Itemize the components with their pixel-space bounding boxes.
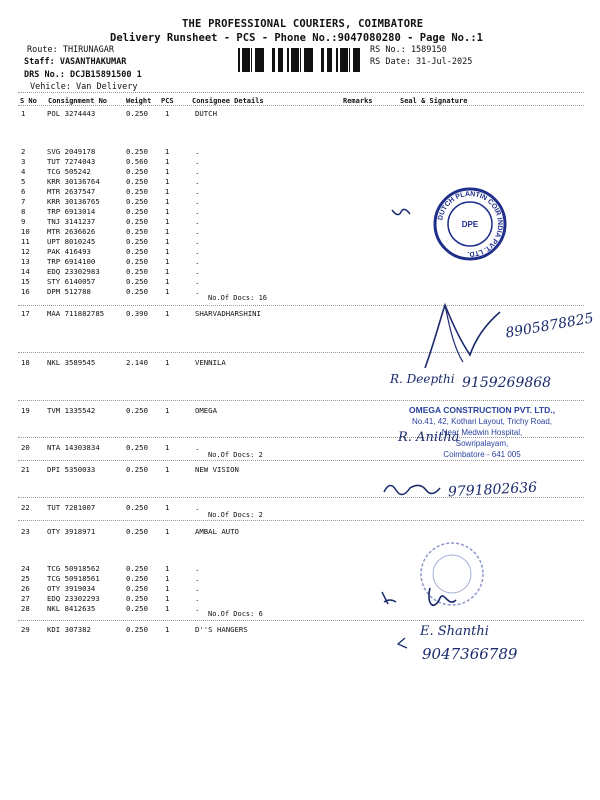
divider (18, 92, 584, 93)
row-sno: 20 (21, 443, 30, 452)
row-weight: 0.250 (126, 465, 148, 474)
seal-icon (432, 186, 508, 262)
row-sno: 27 (21, 594, 30, 603)
row-pcs: 1 (165, 109, 170, 118)
row-pcs: 1 (165, 443, 170, 452)
row-weight: 0.250 (126, 625, 148, 634)
row-consignee: DUTCH (195, 109, 217, 118)
row-weight: 0.250 (126, 187, 148, 196)
row-sno: 10 (21, 227, 30, 236)
row-sno: 9 (21, 217, 26, 226)
row-weight: 0.250 (126, 167, 148, 176)
row-pcs: 1 (165, 584, 170, 593)
row-consignee: . (195, 187, 200, 196)
rs-number: RS No.: 1589150 (370, 45, 447, 55)
row-consignee: . (195, 604, 200, 613)
row-sno: 6 (21, 187, 26, 196)
row-sno: 8 (21, 207, 26, 216)
row-consignment: KDI 307382 (47, 625, 91, 634)
col-weight: Weight (126, 97, 152, 105)
row-consignee: OMEGA (195, 406, 217, 415)
route-label: Route: THIRUNAGAR (27, 45, 114, 55)
row-pcs: 1 (165, 309, 170, 318)
row-consignment: MAA 711882785 (47, 309, 105, 318)
row-consignee: . (195, 157, 200, 166)
row-consignment: POL 3274443 (47, 109, 96, 118)
row-consignee: . (195, 594, 200, 603)
row-consignment: NTA 14303834 (47, 443, 100, 452)
row-weight: 0.250 (126, 147, 148, 156)
divider (18, 520, 584, 521)
row-consignee: . (195, 197, 200, 206)
row-pcs: 1 (165, 237, 170, 246)
row-pcs: 1 (165, 267, 170, 276)
row-consignment: EDQ 23302293 (47, 594, 100, 603)
row-weight: 0.250 (126, 267, 148, 276)
row-consignment: TCG 50918561 (47, 574, 100, 583)
row-weight: 0.250 (126, 227, 148, 236)
row-pcs: 1 (165, 503, 170, 512)
row-weight: 0.250 (126, 277, 148, 286)
row-pcs: 1 (165, 594, 170, 603)
signature-icon (395, 636, 411, 650)
row-weight: 0.250 (126, 247, 148, 256)
row-consignee: D''S HANGERS (195, 625, 248, 634)
docs-count: No.Of Docs: 2 (208, 511, 263, 519)
row-consignment: MTR 2637547 (47, 187, 96, 196)
row-pcs: 1 (165, 406, 170, 415)
divider (18, 460, 584, 461)
row-pcs: 1 (165, 207, 170, 216)
row-consignment: TUT 7281007 (47, 503, 96, 512)
row-pcs: 1 (165, 197, 170, 206)
row-consignee: . (195, 147, 200, 156)
handwritten-phone: 9047366789 (422, 645, 518, 663)
row-consignment: MTR 2636626 (47, 227, 96, 236)
signature-icon (380, 478, 444, 500)
row-pcs: 1 (165, 465, 170, 474)
row-weight: 0.250 (126, 527, 148, 536)
row-weight: 0.250 (126, 217, 148, 226)
row-weight: 0.250 (126, 584, 148, 593)
row-sno: 15 (21, 277, 30, 286)
row-weight: 0.390 (126, 309, 148, 318)
row-sno: 11 (21, 237, 30, 246)
omega-address: Sowripalayam, (455, 439, 509, 448)
col-pcs: PCS (161, 97, 174, 105)
row-consignee: . (195, 503, 200, 512)
row-pcs: 1 (165, 177, 170, 186)
omega-address: Coimbatore - 641 005 (443, 450, 521, 459)
staff-label: Staff: VASANTHAKUMAR (24, 57, 127, 67)
row-sno: 7 (21, 197, 26, 206)
handwritten-phone: 8905878825 (504, 310, 595, 342)
row-weight: 0.250 (126, 604, 148, 613)
row-sno: 12 (21, 247, 30, 256)
row-consignment: TNJ 3141237 (47, 217, 96, 226)
row-sno: 13 (21, 257, 30, 266)
row-pcs: 1 (165, 257, 170, 266)
row-sno: 2 (21, 147, 26, 156)
divider (18, 400, 584, 401)
row-consignment: TVM 1335542 (47, 406, 96, 415)
row-pcs: 1 (165, 604, 170, 613)
row-consignee: . (195, 287, 200, 296)
row-consignment: NKL 3589545 (47, 358, 96, 367)
row-consignment: EDQ 23302983 (47, 267, 100, 276)
row-pcs: 1 (165, 527, 170, 536)
row-consignment: OTY 3918971 (47, 527, 96, 536)
row-consignee: . (195, 574, 200, 583)
row-consignee: . (195, 167, 200, 176)
row-weight: 0.250 (126, 109, 148, 118)
row-consignee: . (195, 564, 200, 573)
row-sno: 17 (21, 309, 30, 318)
handwritten-name: R. Anitha (398, 430, 460, 445)
row-sno: 4 (21, 167, 26, 176)
handwritten-name: R. Deepthi (390, 372, 455, 386)
handwritten-phone: 9159269868 (462, 375, 552, 391)
row-sno: 5 (21, 177, 26, 186)
col-consignment: Consignment No (48, 97, 108, 105)
row-consignment: DPM 512788 (47, 287, 91, 296)
vehicle-label: Vehicle: Van Delivery (30, 82, 138, 92)
row-weight: 0.250 (126, 207, 148, 216)
row-sno: 14 (21, 267, 30, 276)
docs-count: No.Of Docs: 6 (208, 610, 263, 618)
row-pcs: 1 (165, 167, 170, 176)
row-sno: 25 (21, 574, 30, 583)
svg-text:DUTCH PLANTIN COIR INDIA PVT.: DUTCH PLANTIN COIR INDIA PVT. LTD. (437, 190, 504, 258)
divider (18, 105, 584, 106)
row-consignee: . (195, 257, 200, 266)
row-consignee: VENNILA (195, 358, 226, 367)
row-sno: 23 (21, 527, 30, 536)
rs-date: RS Date: 31-Jul-2025 (370, 57, 473, 67)
row-consignment: OTY 3919034 (47, 584, 96, 593)
row-sno: 24 (21, 564, 30, 573)
docs-count: No.Of Docs: 16 (208, 294, 268, 302)
omega-name: OMEGA CONSTRUCTION PVT. LTD., (409, 405, 555, 415)
divider (18, 620, 584, 621)
row-pcs: 1 (165, 625, 170, 634)
row-consignment: KRR 30136765 (47, 197, 100, 206)
row-consignee: . (195, 177, 200, 186)
omega-address: Near Medwin Hospital, (441, 428, 523, 437)
row-consignee: . (195, 277, 200, 286)
row-pcs: 1 (165, 147, 170, 156)
row-sno: 28 (21, 604, 30, 613)
row-pcs: 1 (165, 187, 170, 196)
row-pcs: 1 (165, 287, 170, 296)
row-weight: 0.250 (126, 287, 148, 296)
company-seal-stamp (432, 186, 508, 262)
row-weight: 0.250 (126, 503, 148, 512)
omega-address: No.41, 42, Kothari Layout, Trichy Road, (411, 417, 553, 426)
row-sno: 19 (21, 406, 30, 415)
row-weight: 0.250 (126, 574, 148, 583)
row-weight: 0.250 (126, 257, 148, 266)
row-consignee: . (195, 247, 200, 256)
col-sno: S No (20, 97, 37, 105)
row-consignee: . (195, 584, 200, 593)
row-consignee: . (195, 217, 200, 226)
signature-icon (415, 300, 505, 375)
row-sno: 26 (21, 584, 30, 593)
row-consignment: SVG 2049178 (47, 147, 96, 156)
row-weight: 0.250 (126, 197, 148, 206)
row-consignee: AMBAL AUTO (195, 527, 239, 536)
row-weight: 0.250 (126, 177, 148, 186)
row-sno: 21 (21, 465, 30, 474)
svg-text:DPE: DPE (461, 220, 479, 229)
row-consignment: TRP 6914100 (47, 257, 96, 266)
col-consignee: Consignee Details (192, 97, 264, 105)
row-consignment: TCG 505242 (47, 167, 91, 176)
row-weight: 0.250 (126, 564, 148, 573)
row-consignee: . (195, 237, 200, 246)
row-consignee: . (195, 207, 200, 216)
drs-number: DRS No.: DCJB15891500 1 (24, 70, 142, 80)
row-consignee: . (195, 443, 200, 452)
row-weight: 0.250 (126, 237, 148, 246)
row-consignment: NKL 8412635 (47, 604, 96, 613)
row-consignment: STY 6140057 (47, 277, 96, 286)
row-pcs: 1 (165, 277, 170, 286)
signature-icon (390, 206, 412, 220)
col-seal-signature: Seal & Signature (400, 97, 468, 105)
row-consignment: UPT 8010245 (47, 237, 96, 246)
row-sno: 1 (21, 109, 26, 118)
row-pcs: 1 (165, 564, 170, 573)
row-weight: 0.250 (126, 443, 148, 452)
row-sno: 29 (21, 625, 30, 634)
handwritten-name: E. Shanthi (420, 624, 489, 639)
row-pcs: 1 (165, 227, 170, 236)
handwritten-phone: 9791802636 (447, 479, 538, 501)
row-weight: 2.140 (126, 358, 148, 367)
row-consignee: NEW VISION (195, 465, 239, 474)
page-title: THE PROFESSIONAL COURIERS, COIMBATORE (182, 18, 424, 30)
row-pcs: 1 (165, 157, 170, 166)
row-consignee: . (195, 267, 200, 276)
row-consignment: TUT 7274043 (47, 157, 96, 166)
signature-icon (378, 584, 468, 616)
row-sno: 16 (21, 287, 30, 296)
row-weight: 0.250 (126, 406, 148, 415)
row-pcs: 1 (165, 247, 170, 256)
row-consignee: SHARVADHARSHINI (195, 309, 261, 318)
row-weight: 0.560 (126, 157, 148, 166)
runsheet-subtitle: Delivery Runsheet - PCS - Phone No.:9047080280 - Page No.:1 (110, 32, 483, 44)
row-pcs: 1 (165, 358, 170, 367)
row-sno: 18 (21, 358, 30, 367)
col-remarks: Remarks (343, 97, 373, 105)
row-consignment: DPI 5350033 (47, 465, 96, 474)
row-pcs: 1 (165, 574, 170, 583)
row-weight: 0.250 (126, 594, 148, 603)
row-consignment: KRR 30136764 (47, 177, 100, 186)
row-consignment: TCG 50918562 (47, 564, 100, 573)
row-consignee: . (195, 227, 200, 236)
docs-count: No.Of Docs: 2 (208, 451, 263, 459)
barcode-icon (236, 48, 362, 72)
row-sno: 3 (21, 157, 26, 166)
row-sno: 22 (21, 503, 30, 512)
row-pcs: 1 (165, 217, 170, 226)
row-consignment: PAK 416493 (47, 247, 91, 256)
row-consignment: TRP 6913014 (47, 207, 96, 216)
